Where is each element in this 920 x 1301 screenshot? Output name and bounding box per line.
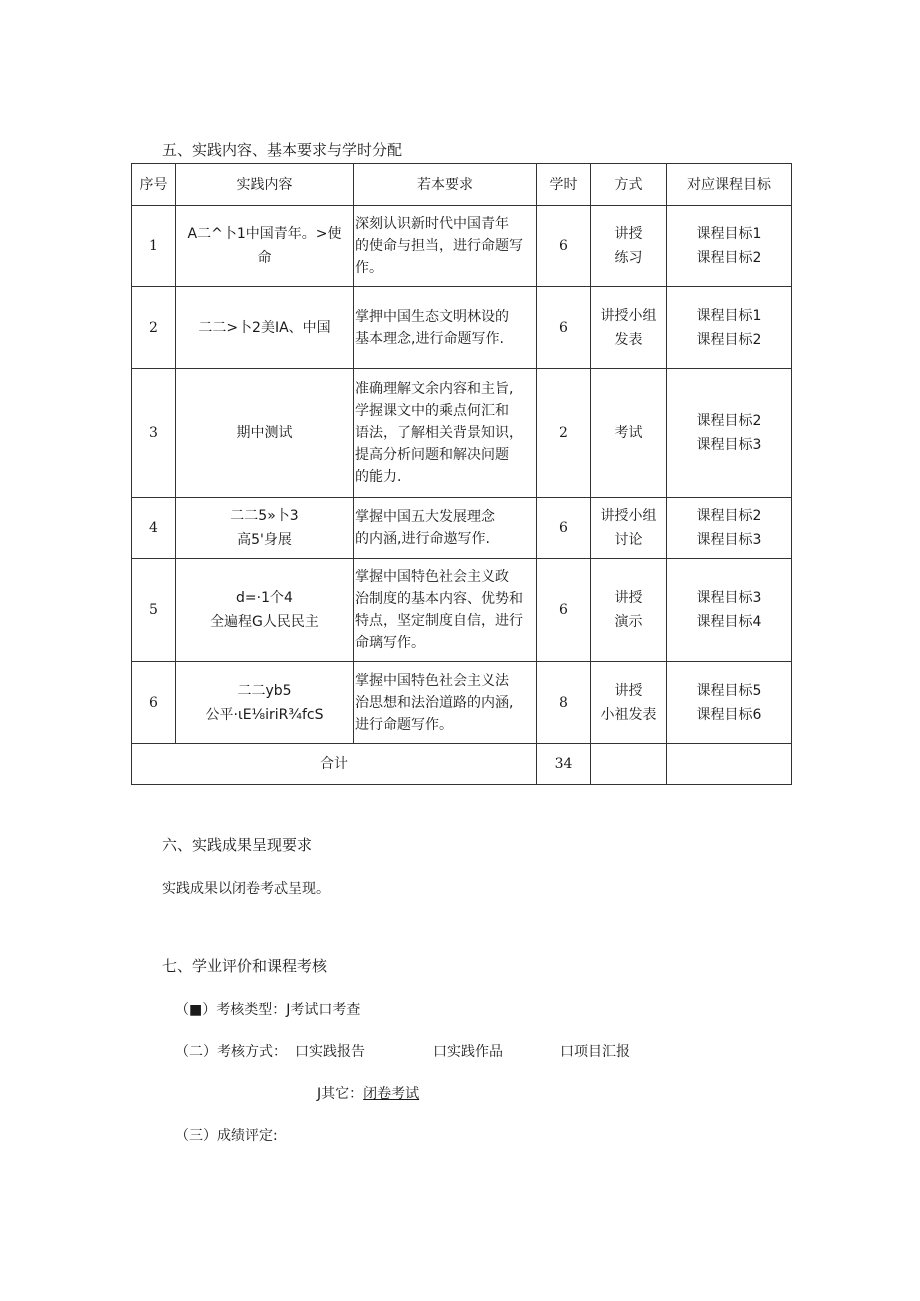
requirement-line: 治制度的基本内容、优势和 <box>355 591 523 607</box>
table-row <box>132 287 792 369</box>
table-total-row <box>132 744 792 785</box>
row-requirement <box>354 559 537 662</box>
table-row <box>132 559 792 662</box>
goal-line: 课程目标2 <box>696 413 762 429</box>
row-hours: 6 <box>537 498 591 559</box>
header-method: 方式 <box>591 164 667 206</box>
goal-line: 课程目标3 <box>696 437 762 453</box>
requirement-line: 学握课文中的乘点何汇和 <box>355 403 509 419</box>
requirement-line: 的能力. <box>355 469 402 485</box>
row-requirement <box>354 369 537 498</box>
requirement-line: 深刻认识新时代中国青年 <box>355 216 509 232</box>
requirement-line: 基本理念,进行命题写作. <box>355 330 504 347</box>
content-line: 二二yb5 <box>237 682 292 699</box>
row-goals <box>667 498 792 559</box>
exam-type-line: （■）考核类型：J考试口考查 <box>175 1002 361 1018</box>
content-line: 公平·ιE⅛iriR¾fcS <box>205 706 324 723</box>
section6-text: 实践成果以闭卷考忒呈现。 <box>162 881 330 897</box>
exam-other-value: 闭卷考试 <box>363 1086 420 1102</box>
total-method-empty <box>591 744 667 785</box>
method-line: 讲授 <box>614 590 643 606</box>
content-line: 二二>卜2美IA、中国 <box>198 319 331 336</box>
content-line: 二二5»卜3 <box>230 508 299 524</box>
row-content <box>176 559 354 662</box>
row-method <box>591 287 667 369</box>
row-no: 3 <box>132 369 176 498</box>
row-goals <box>667 206 792 287</box>
section7-title: 七、学业评价和课程考核 <box>162 957 328 975</box>
table-row <box>132 498 792 559</box>
requirement-line: 准确理解文余内容和主旨, <box>355 381 514 397</box>
method-line: 小祖发表 <box>600 706 657 723</box>
requirement-line: 特点，坚定制度自信，进行 <box>355 613 523 629</box>
requirement-line: 掌押中国生态文明林设的 <box>355 308 509 325</box>
table-row <box>132 369 792 498</box>
grade-line: （三）成绩评定: <box>175 1128 278 1144</box>
row-goals <box>667 287 792 369</box>
content-line: 全遍程G人民民主 <box>210 614 319 630</box>
total-hours: 34 <box>537 744 591 785</box>
table-row <box>132 662 792 744</box>
header-requirement: 若本要求 <box>354 164 537 206</box>
goal-line: 课程目标2 <box>696 250 762 266</box>
method-line: 讲授小组 <box>600 508 657 524</box>
requirement-line: 的使命与担当，进行命题写 <box>355 238 523 254</box>
row-goals <box>667 369 792 498</box>
row-content <box>176 498 354 559</box>
requirement-line: 提高分析问题和解决问题 <box>355 447 509 463</box>
goal-line: 课程目标1 <box>696 307 762 324</box>
exam-other-prefix: J其它： <box>317 1086 364 1102</box>
content-line: d=·1个4 <box>236 590 293 606</box>
row-method <box>591 498 667 559</box>
method-line: 演示 <box>614 614 643 630</box>
row-hours: 6 <box>537 559 591 662</box>
goal-line: 课程目标2 <box>696 508 762 524</box>
row-goals <box>667 662 792 744</box>
content-line: A二^卜1中国青年。>使 <box>187 226 342 242</box>
row-no: 6 <box>132 662 176 744</box>
exam-method-prefix: （二）考核方式： <box>175 1044 287 1060</box>
method-option-report: 口实践报告 <box>295 1044 365 1060</box>
row-content <box>176 662 354 744</box>
row-method <box>591 369 667 498</box>
method-line: 练习 <box>614 250 643 266</box>
method-line: 考试 <box>614 425 643 441</box>
method-option-project: 口项目汇报 <box>560 1044 630 1060</box>
requirement-line: 掌握中国特色社会主义政 <box>355 569 509 585</box>
row-method <box>591 662 667 744</box>
row-method <box>591 206 667 287</box>
requirement-line: 作。 <box>355 260 383 276</box>
total-goals-empty <box>667 744 792 785</box>
table-header-row <box>132 164 792 206</box>
header-no: 序号 <box>132 164 176 206</box>
row-method <box>591 559 667 662</box>
goal-line: 课程目标6 <box>696 706 762 723</box>
goal-line: 课程目标2 <box>696 331 762 348</box>
row-hours: 6 <box>537 287 591 369</box>
row-content <box>176 206 354 287</box>
method-line: 讲授 <box>614 682 643 699</box>
method-option-work: 口实践作品 <box>433 1044 503 1060</box>
requirement-line: 进行命题写作。 <box>355 716 453 733</box>
goal-line: 课程目标1 <box>696 226 762 242</box>
requirement-line: 治思想和法治道路的内涵, <box>355 694 514 711</box>
row-requirement <box>354 498 537 559</box>
section5-title: 五、实践内容、基本要求与学时分配 <box>162 141 403 159</box>
goal-line: 课程目标4 <box>696 614 762 630</box>
row-no: 1 <box>132 206 176 287</box>
row-content <box>176 287 354 369</box>
row-requirement <box>354 662 537 744</box>
header-goals: 对应课程目标 <box>667 164 792 206</box>
row-hours: 2 <box>537 369 591 498</box>
exam-method-line <box>175 1041 630 1061</box>
method-line: 讲授 <box>614 226 643 242</box>
practice-table <box>131 163 792 785</box>
row-hours: 8 <box>537 662 591 744</box>
table-row <box>132 206 792 287</box>
requirement-line: 掌握中国五大发展理念 <box>355 509 495 525</box>
method-line: 讲授小组 <box>600 307 657 324</box>
total-label: 合计 <box>132 744 537 785</box>
content-line: 期中测试 <box>236 425 293 441</box>
row-goals <box>667 559 792 662</box>
row-requirement <box>354 287 537 369</box>
row-hours: 6 <box>537 206 591 287</box>
row-no: 5 <box>132 559 176 662</box>
content-line: 高5'身展 <box>237 532 292 548</box>
goal-line: 课程目标3 <box>696 590 762 606</box>
goal-line: 课程目标3 <box>696 532 762 548</box>
requirement-line: 的内涵,进行命遨写作. <box>355 531 490 547</box>
header-content: 实践内容 <box>176 164 354 206</box>
header-hours: 学时 <box>537 164 591 206</box>
content-line: 命 <box>257 250 272 266</box>
method-line: 发表 <box>614 331 643 348</box>
section6-title: 六、实践成果呈现要求 <box>162 836 313 854</box>
row-content <box>176 369 354 498</box>
exam-other-line <box>317 1083 419 1103</box>
row-no: 2 <box>132 287 176 369</box>
goal-line: 课程目标5 <box>696 682 762 699</box>
requirement-line: 语法，了解相关背景知识， <box>355 425 523 441</box>
method-line: 讨论 <box>614 532 643 548</box>
requirement-line: 掌握中国特色社会主义法 <box>355 672 509 689</box>
requirement-line: 命璃写作。 <box>355 635 425 651</box>
row-requirement <box>354 206 537 287</box>
row-no: 4 <box>132 498 176 559</box>
